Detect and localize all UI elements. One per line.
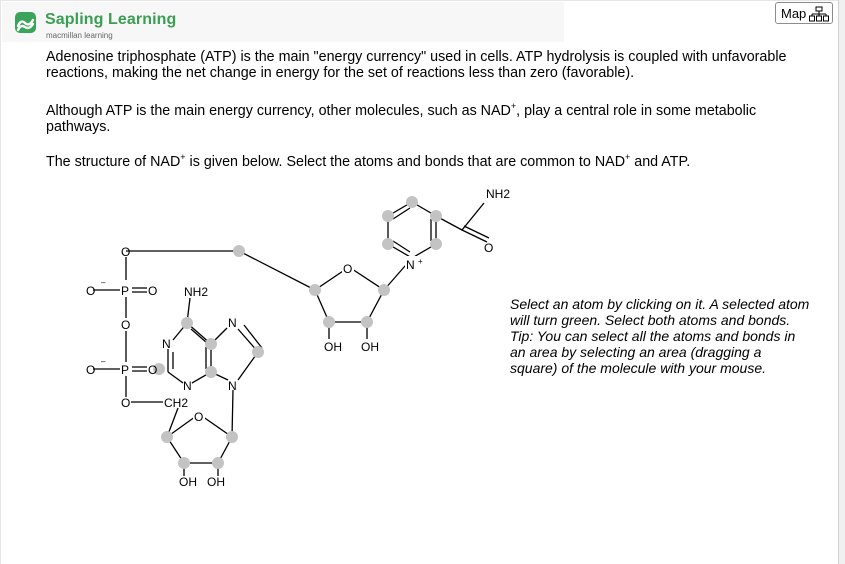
atom-ch2: CH2 <box>164 396 189 410</box>
atom-oh-4: OH <box>207 475 225 489</box>
atom-o-double-2: O <box>148 363 158 377</box>
bond-lines[interactable] <box>93 202 489 476</box>
minus-charge-1: – <box>101 278 106 287</box>
atom-o-double-1: O <box>148 284 158 298</box>
atom-o-ester: O <box>121 396 131 410</box>
brand-name: Sapling Learning <box>45 11 177 28</box>
atom-nh2-amide: NH2 <box>486 187 511 201</box>
atom-o-minus-2: O <box>86 363 96 377</box>
atom-highlights[interactable] <box>153 196 442 469</box>
atom-nh2-adenine: NH2 <box>184 285 209 299</box>
atom-o-minus-1: O <box>86 284 96 298</box>
selection-instructions: Select an atom by clicking on it. A selected atom will turn green. Select both atoms and bonds. Tip: You can select all the atoms and bonds in an area by selecting an area (dragging a square) of the molecule with your mouse. <box>510 296 810 376</box>
question-paragraph-3: The structure of NAD+ is given below. Select the atoms and bonds that are common to NAD+ and ATP. <box>46 152 691 170</box>
atom-oh-2: OH <box>361 340 379 354</box>
atom-p-2: P <box>121 363 130 377</box>
atom-labels <box>86 187 510 489</box>
atom-o-ribose-2: O <box>194 410 204 424</box>
atom-o-bridge-top: O <box>121 245 131 259</box>
atom-o-bridge-mid: O <box>121 318 131 332</box>
atom-n3: N <box>183 379 192 393</box>
question-paragraph-1: Adenosine triphosphate (ATP) is the main "energy currency" used in cells. ATP hydrolysis is coupled with unfavorable reactions, making the net change in energy for the set of reactions less than zero (favorable). <box>46 49 787 81</box>
brand-subtitle: macmillan learning <box>46 31 113 40</box>
question-paragraph-2: Although ATP is the main energy currency, other molecules, such as NAD+, play a central role in some metabolic pathways. <box>46 101 757 135</box>
atom-n1: N <box>162 337 171 351</box>
minus-charge-2: – <box>101 357 106 366</box>
atom-n7: N <box>228 316 237 330</box>
atom-oh-3: OH <box>179 475 197 489</box>
n-plus-charge: + <box>418 257 423 266</box>
map-button-label: Map <box>781 6 807 21</box>
atom-o-carbonyl: O <box>484 241 494 255</box>
atom-n9: N <box>228 379 237 393</box>
atom-n-pyridinium: N <box>406 258 415 272</box>
atom-p-1: P <box>121 284 130 298</box>
atom-oh-1: OH <box>324 340 342 354</box>
atom-o-ribose-1: O <box>343 262 353 276</box>
